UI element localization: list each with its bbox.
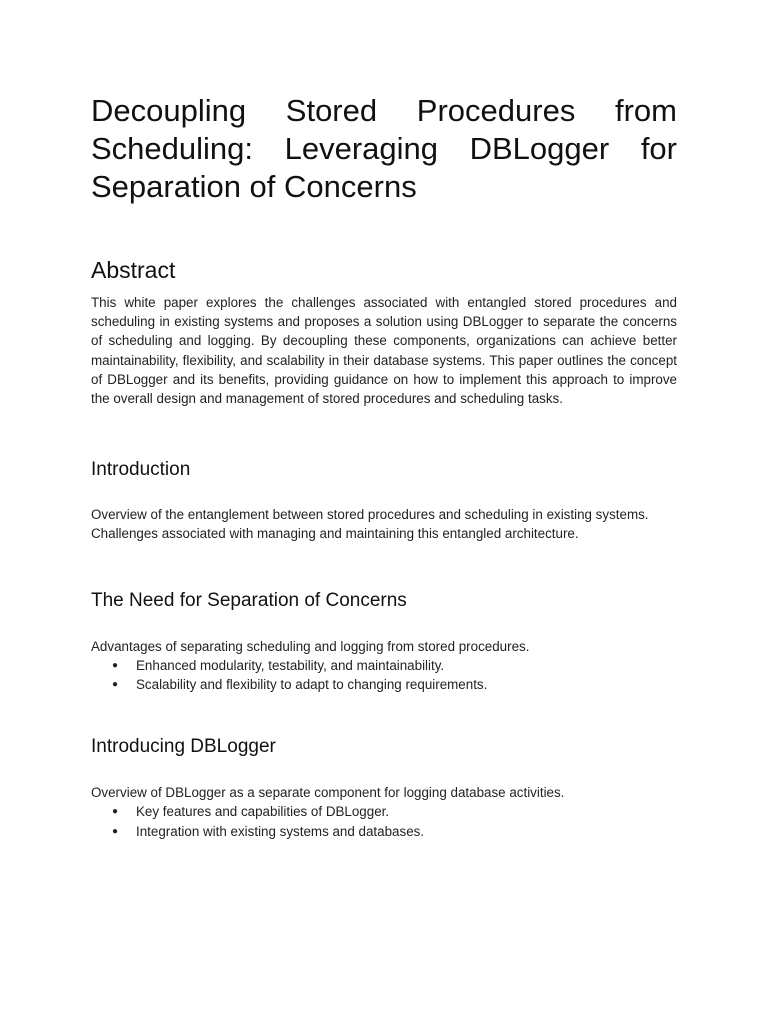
introduction-line-1: Overview of the entanglement between stored procedures and scheduling in existing systems.	[91, 507, 649, 523]
bullet-icon: ●	[112, 825, 119, 837]
introduction-line-2: Challenges associated with managing and maintaining this entangled architecture.	[91, 526, 579, 542]
list-item	[91, 675, 677, 694]
list-item	[91, 822, 677, 841]
introduction-heading: Introduction	[91, 459, 191, 481]
introducing-dblogger-heading: Introducing DBLogger	[91, 736, 276, 758]
list-item-text: Integration with existing systems and databases.	[136, 823, 425, 839]
abstract-body: This white paper explores the challenges associated with entangled stored procedures and scheduling in existing systems and proposes a solution using DBLogger to separate the concerns of scheduling and logging. By decoupling these components, organizations can achieve better maintainability, flexibility, and scalability in their database systems. This paper outlines the concept of DBLogger and its benefits, providing guidance on how to implement this approach to improve the overall design and management of stored procedures and scheduling tasks.	[91, 295, 677, 407]
need-for-separation-heading: The Need for Separation of Concerns	[91, 589, 407, 611]
bullet-icon: ●	[112, 679, 119, 691]
introducing-dblogger-list	[91, 802, 677, 840]
list-item-text: Scalability and flexibility to adapt to changing requirements.	[136, 677, 488, 693]
bullet-icon: ●	[112, 806, 119, 818]
bullet-icon: ●	[112, 659, 119, 671]
need-for-separation-list	[91, 656, 677, 694]
introduction-body	[91, 505, 677, 543]
list-item-text: Key features and capabilities of DBLogger.	[136, 804, 390, 820]
list-item	[91, 656, 677, 675]
list-item-text: Enhanced modularity, testability, and maintainability.	[136, 657, 445, 673]
document-title: Decoupling Stored Procedures from Scheduling: Leveraging DBLogger for Separation of Concerns	[91, 93, 677, 204]
introducing-dblogger-body: Overview of DBLogger as a separate component for logging database activities.	[91, 785, 565, 801]
need-for-separation-body: Advantages of separating scheduling and logging from stored procedures.	[91, 638, 530, 654]
abstract-heading: Abstract	[91, 257, 176, 283]
list-item	[91, 802, 677, 821]
